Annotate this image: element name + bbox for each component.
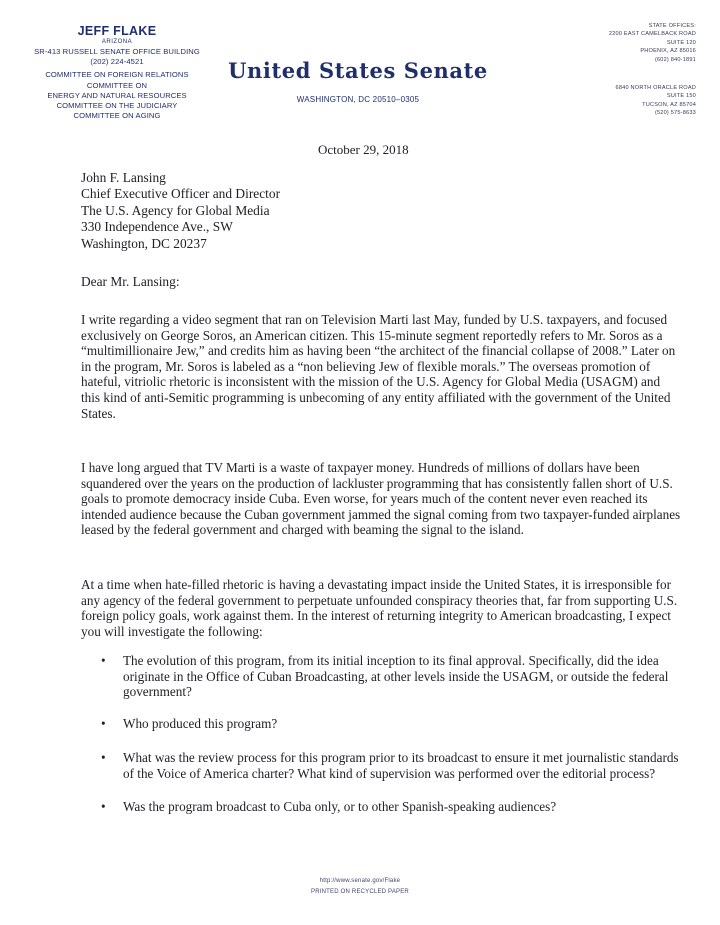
bullet-icon: • [101, 715, 106, 731]
office-2-line: (520) 575-8633 [654, 110, 696, 117]
committee-line: ENERGY AND NATURAL RESOURCES [47, 90, 187, 100]
office-2-line: SUITE 150 [666, 93, 696, 100]
recipient-line: Washington, DC 20237 [81, 235, 207, 251]
bullet-icon: • [101, 798, 106, 814]
senator-state: ARIZONA [101, 39, 133, 45]
letterhead-center [228, 58, 488, 104]
office-1-line: 2200 EAST CAMELBACK ROAD [608, 31, 696, 38]
office-2-line: TUCSON, AZ 85704 [642, 101, 696, 108]
list-item-text: The evolution of this program, from its initial inception to its final approval. Specifically, did the idea originate in the Office of Cuban Broadcasting, at other levels inside the USAGM, or outside the federal government? [123, 653, 669, 700]
committee-line: COMMITTEE ON THE JUDICIARY [56, 101, 178, 111]
office-2-line: 6840 NORTH ORACLE ROAD [615, 85, 696, 92]
footer-url: http://www.senate.gov/Flake [319, 878, 401, 884]
salutation: Dear Mr. Lansing: [81, 274, 180, 289]
body-paragraph-1: I write regarding a video segment that ran on Television Marti last May, funded by U.S. taxpayers, and focused exclusively on George Soros, an American citizen. This 15-minute segment reportedly refers to Mr. Soros as a “multimillionaire Jew,” and credits him as having been “the architect of the financial collapse of 2008.” Later on in the program, Mr. Soros is labeled as a “non believing Jew of flexible morals.” The overseas promotion of hateful, vitriolic rhetoric is inconsistent with the mission of the U.S. Agency for Global Media (USAGM) and this kind of anti-Semitic programming is unbecoming of any entity affiliated with the government of the United States. [81, 312, 676, 421]
bullet-icon: • [101, 653, 106, 668]
list-item [81, 653, 682, 700]
question-list [81, 653, 682, 814]
recipient-address [81, 170, 280, 252]
bullet-icon: • [101, 750, 106, 766]
recipient-line: John F. Lansing [81, 170, 166, 185]
recipient-line: The U.S. Agency for Global Media [81, 202, 270, 218]
senate-location: WASHINGTON, DC 20510–0305 [296, 95, 420, 104]
list-item [81, 750, 682, 781]
state-offices-label: STATE OFFICES: [648, 23, 696, 29]
senator-name: JEFF FLAKE [77, 24, 157, 38]
senate-title: United States Senate [228, 58, 488, 83]
recipient-line: Chief Executive Officer and Director [81, 186, 281, 202]
list-item-text: What was the review process for this program prior to its broadcast to ensure it met journalistic standards of the Voice of America charter? What kind of supervision was performed over the editorial process? [123, 750, 679, 781]
list-item-text: Who produced this program? [123, 715, 278, 731]
committee-line: COMMITTEE ON FOREIGN RELATIONS [45, 70, 189, 80]
body-paragraph-3: At a time when hate-filled rhetoric is having a devastating impact inside the United States, it is irresponsible for any agency of the federal government to perpetuate unfounded conspiracy theories that, far from supporting U.S. foreign policy goals, work against them. In the interest of returning integrity to American broadcasting, I expect you will investigate the following: [81, 577, 678, 639]
office-1-line: SUITE 120 [666, 39, 696, 46]
recipient-line: 330 Independence Ave., SW [81, 219, 233, 235]
office-1-line: (602) 840-1891 [654, 56, 696, 63]
letterhead-right [574, 22, 696, 118]
letter-footer [280, 876, 440, 898]
letterhead-left [22, 24, 212, 121]
office-address: SR-413 RUSSELL SENATE OFFICE BUILDING [34, 47, 200, 56]
committee-line: COMMITTEE ON [86, 80, 148, 90]
footer-note: PRINTED ON RECYCLED PAPER [311, 889, 409, 895]
office-phone: (202) 224-4521 [90, 57, 144, 67]
body-paragraph-2: I have long argued that TV Marti is a waste of taxpayer money. Hundreds of millions of dollars have been squandered over the years on the production of lackluster programming that has consistently fallen short of U.S. goals to promote democracy inside Cuba. Even worse, for years much of the content never even reached its intended audience because the Cuban government jammed the signal coming from two taxpayer-funded airplanes leased by the federal government and charged with beaming the signal to the island. [81, 460, 681, 538]
office-1-line: PHOENIX, AZ 85016 [640, 48, 696, 55]
list-item [81, 799, 682, 815]
letter-date: October 29, 2018 [318, 142, 409, 157]
list-item [81, 716, 682, 732]
committee-line: COMMITTEE ON AGING [73, 111, 161, 121]
list-item-text: Was the program broadcast to Cuba only, or to other Spanish-speaking audiences? [123, 798, 557, 814]
